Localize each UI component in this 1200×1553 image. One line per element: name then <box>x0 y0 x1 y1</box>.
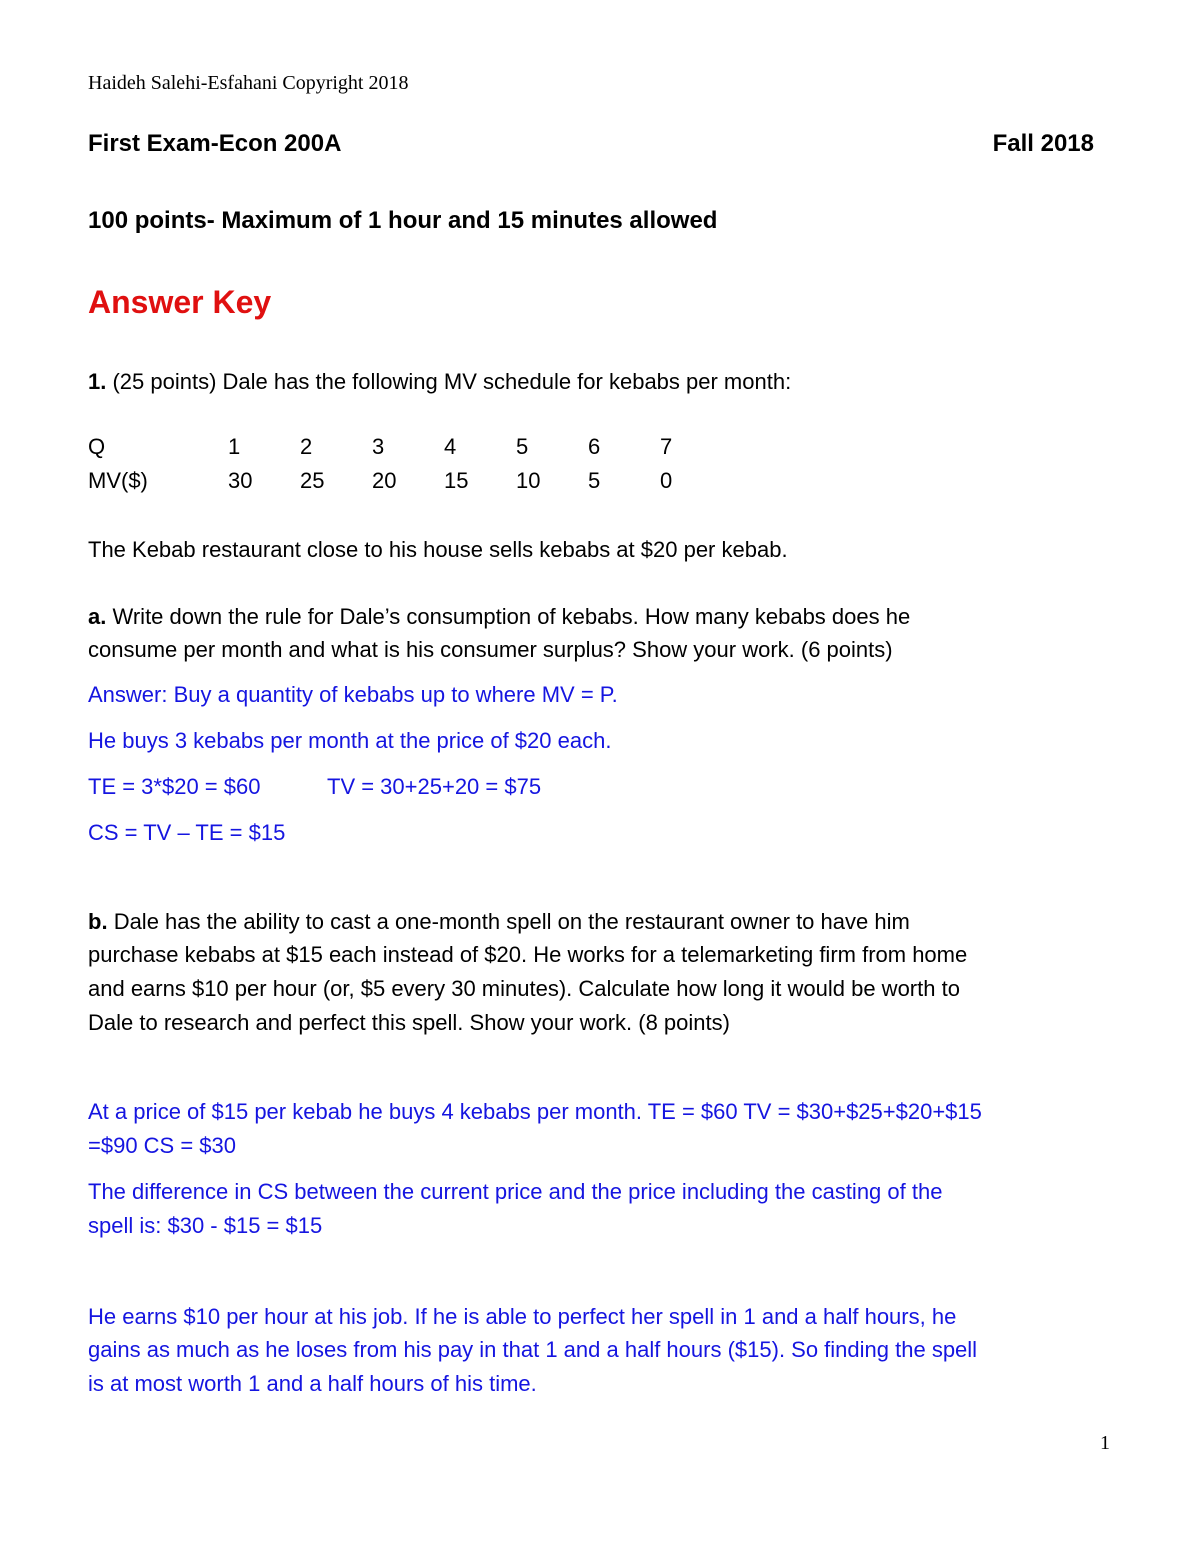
mv-cell: 0 <box>660 468 673 493</box>
q-cell: 7 <box>660 434 673 459</box>
part-a-label: a. <box>88 604 107 629</box>
part-a-answer-cs: CS = TV – TE = $15 <box>88 820 286 845</box>
part-b-answer-1-line-1: At a price of $15 per kebab he buys 4 kebabs per month. TE = $60 TV = $30+$25+$20+$15 <box>88 1099 982 1124</box>
copyright-line: Haideh Salehi-Esfahani Copyright 2018 <box>88 72 409 94</box>
answer-key-heading: Answer Key <box>88 284 272 320</box>
q-cell: 6 <box>588 434 601 459</box>
part-b-question-line-3: and earns $10 per hour (or, $5 every 30 minutes). Calculate how long it would be worth to <box>88 976 960 1001</box>
part-b-answer-2-line-1: The difference in CS between the current price and the price including the casting of the <box>88 1179 943 1204</box>
exam-title: First Exam-Econ 200A <box>88 130 342 157</box>
part-a-question-line-2: consume per month and what is his consumer surplus? Show your work. (6 points) <box>88 637 893 662</box>
q-cell: 2 <box>300 434 313 459</box>
question-1-intro <box>88 369 791 395</box>
q-cell: 1 <box>228 434 241 459</box>
part-b-question-line-4: Dale to research and perfect this spell. Show your work. (8 points) <box>88 1010 730 1035</box>
mv-cell: 10 <box>516 468 541 493</box>
part-a-answer-tv: TV = 30+25+20 = $75 <box>327 774 542 799</box>
question-1-text: (25 points) Dale has the following MV schedule for kebabs per month: <box>112 369 792 394</box>
part-b-answer-3-line-2: gains as much as he loses from his pay in that 1 and a half hours ($15). So finding the spell <box>88 1337 978 1362</box>
mv-schedule-table <box>88 434 732 502</box>
part-b-answer-1-line-2: =$90 CS = $30 <box>88 1133 237 1158</box>
question-1-number: 1. <box>88 369 107 394</box>
table-row <box>88 468 732 502</box>
part-a-answer-quantity: He buys 3 kebabs per month at the price of $20 each. <box>88 728 612 753</box>
mv-cell: 25 <box>300 468 325 493</box>
mv-cell: 30 <box>228 468 253 493</box>
mv-cell: 5 <box>588 468 601 493</box>
mv-row-label: MV($) <box>88 468 148 493</box>
part-b-question-line <box>88 909 910 935</box>
part-b-answer-3-line-3: is at most worth 1 and a half hours of his time. <box>88 1371 537 1396</box>
part-b-label: b. <box>88 909 108 934</box>
part-b-question-line-2: purchase kebabs at $15 each instead of $20. He works for a telemarketing firm from home <box>88 942 968 967</box>
part-a-answer-te: TE = 3*$20 = $60 <box>88 774 261 799</box>
q-row-label: Q <box>88 434 106 459</box>
question-1-context: The Kebab restaurant close to his house sells kebabs at $20 per kebab. <box>88 537 788 562</box>
mv-cell: 15 <box>444 468 469 493</box>
table-row <box>88 434 732 468</box>
q-cell: 5 <box>516 434 529 459</box>
q-cell: 3 <box>372 434 385 459</box>
part-b-answer-2-line-2: spell is: $30 - $15 = $15 <box>88 1213 323 1238</box>
part-a-question-text: Write down the rule for Dale’s consumption of kebabs. How many kebabs does he <box>112 604 911 629</box>
part-b-question-text: Dale has the ability to cast a one-month spell on the restaurant owner to have him <box>113 909 910 934</box>
part-a-question-line <box>88 604 910 630</box>
exam-term: Fall 2018 <box>992 130 1094 157</box>
page-number: 1 <box>1100 1432 1110 1454</box>
mv-cell: 20 <box>372 468 397 493</box>
part-a-answer-rule: Answer: Buy a quantity of kebabs up to where MV = P. <box>88 682 618 707</box>
part-b-answer-3-line-1: He earns $10 per hour at his job. If he is able to perfect her spell in 1 and a half hours, he <box>88 1304 957 1329</box>
q-cell: 4 <box>444 434 457 459</box>
points-time-line: 100 points- Maximum of 1 hour and 15 minutes allowed <box>88 207 718 234</box>
